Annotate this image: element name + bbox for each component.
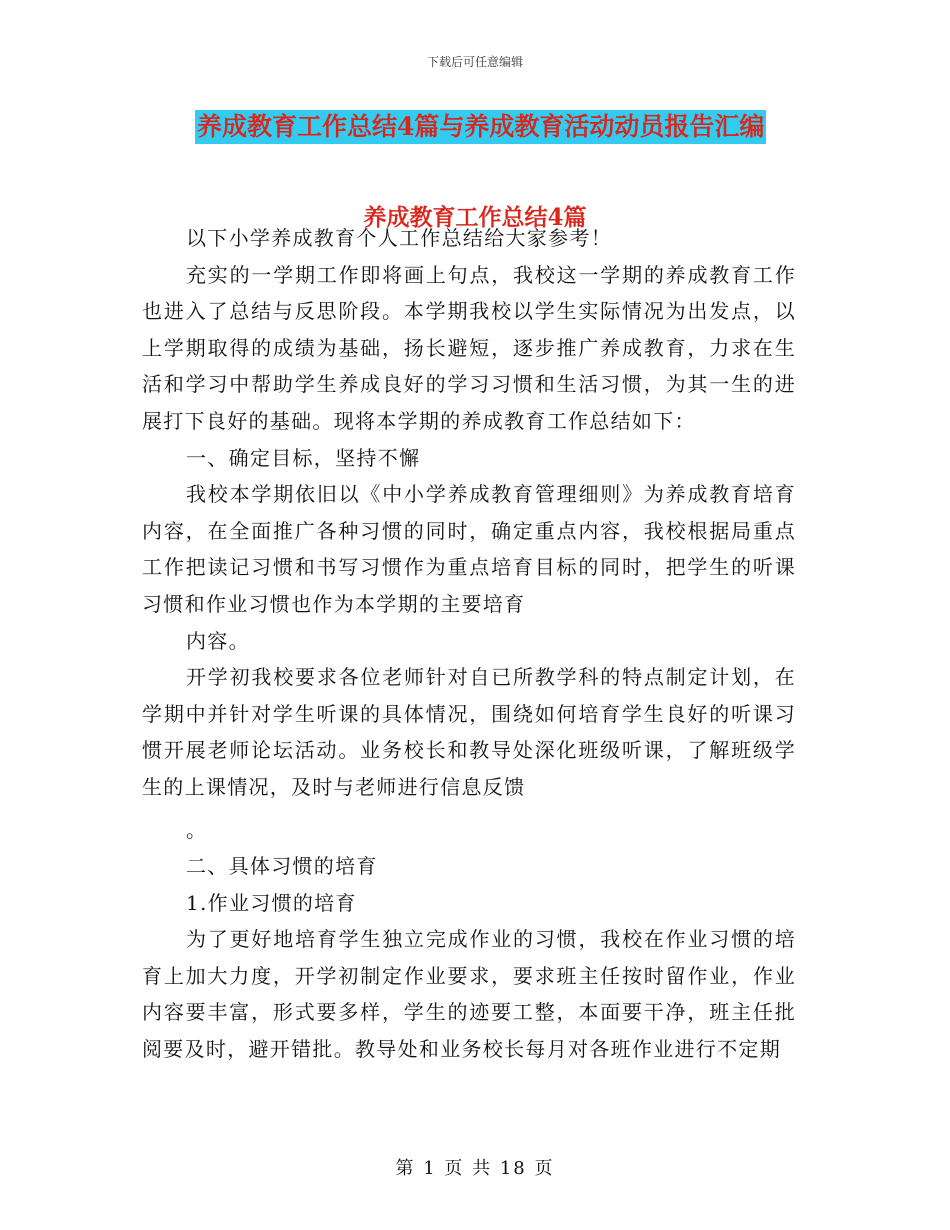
section-title: 养成教育工作总结4篇	[363, 204, 587, 231]
page-footer: 第 1 页 共 18 页	[395, 1158, 555, 1179]
heading-specific-habits: 二、具体习惯的培育	[186, 854, 378, 879]
main-title: 养成教育工作总结4篇与养成教育活动动员报告汇编	[195, 110, 766, 144]
paragraph-goals-continued: 内容。	[186, 628, 250, 653]
paragraph-intro: 以下小学养成教育个人工作总结给大家参考！	[186, 226, 612, 250]
heading-homework-habits: 1.作业习惯的培育	[186, 890, 357, 915]
heading-goals: 一、确定目标，坚持不懈	[186, 445, 421, 470]
paragraph-overview: 充实的一学期工作即将画上句点，我校这一学期的养成教育工作也进入了总结与反思阶段。本学期我校以学生实际情况为出发点，以上学期取得的成绩为基础，扬长避短，逐步推广养成教育，力求在生活和学习中帮助学生养成良好的学习习惯和生活习惯，为其一生的进展打下良好的基础。现将本学期的养成教育工作总结如下：	[142, 262, 796, 433]
paragraph-homework: 为了更好地培育学生独立完成作业的习惯，我校在作业习惯的培育上加大力度，开学初制定作业要求，要求班主任按时留作业，作业内容要丰富，形式要多样，学生的迹要工整，本面要干净，班主任批阅要及时，避开错批。教导处和业务校长每月对各班作业进行不定期	[142, 927, 796, 1062]
body-text	[142, 220, 796, 1068]
header-note: 下载后可任意编辑	[426, 55, 523, 69]
paragraph-goals: 我校本学期依旧以《中小学养成教育管理细则》为养成教育培育内容，在全面推广各种习惯的同时，确定重点内容，我校根据局重点工作把读记习惯和书写习惯作为重点培育目标的同时，把学生的听课习惯和作业习惯也作为本学期的主要培育	[142, 482, 796, 616]
paragraph-listening: 开学初我校要求各位老师针对自已所教学科的特点制定计划，在学期中并针对学生听课的具体情况，围绕如何培育学生良好的听课习惯开展老师论坛活动。业务校长和教导处深化班级听课，了解班级学生的上课情况，及时与老师进行信息反馈	[142, 665, 796, 799]
paragraph-period: 。	[186, 817, 208, 842]
